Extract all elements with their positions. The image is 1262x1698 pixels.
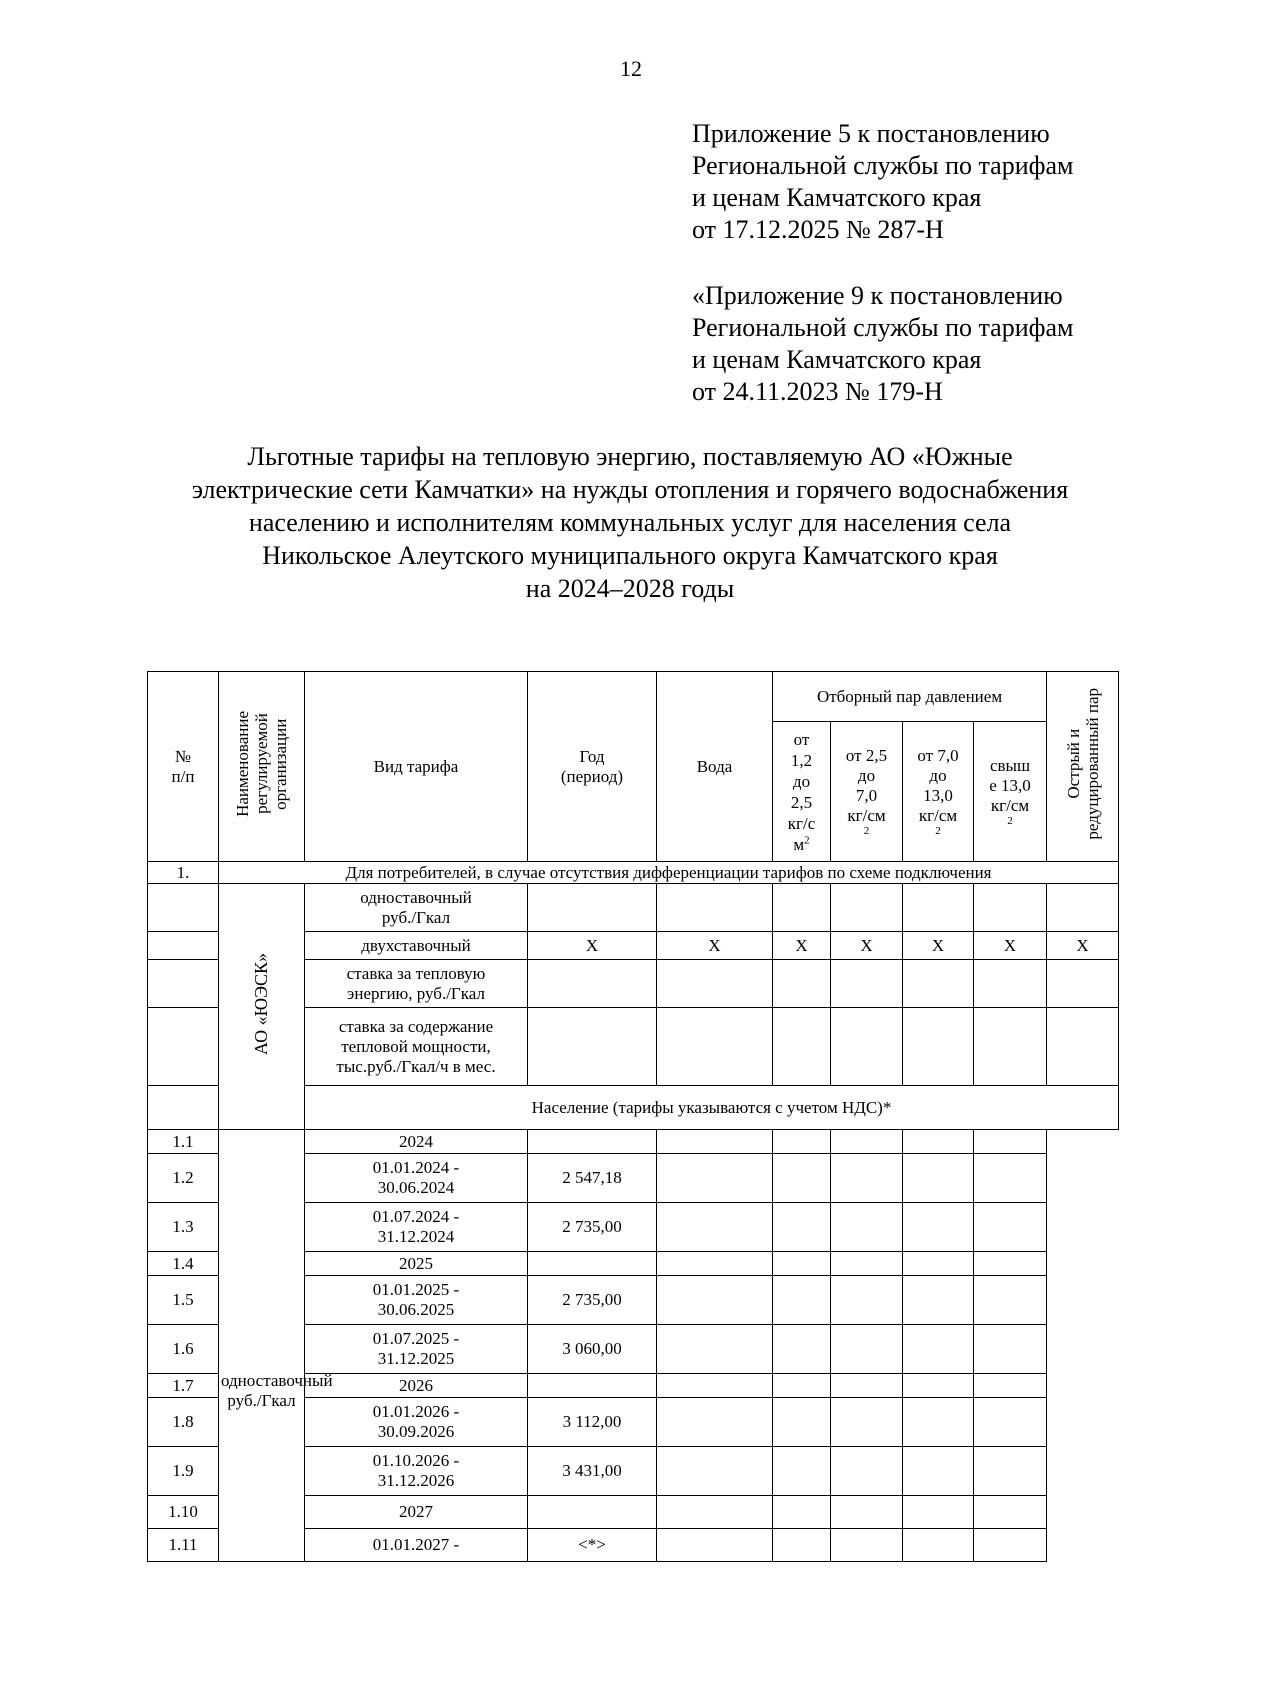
- water-cell: 3 112,00: [528, 1398, 657, 1447]
- page-number: 12: [620, 56, 642, 81]
- document-title: [130, 440, 1130, 605]
- cell-empty: [831, 1203, 903, 1252]
- cell-empty: [974, 1252, 1047, 1276]
- cell-empty: [773, 1008, 831, 1086]
- appendix-line: и ценам Камчатского края: [692, 183, 982, 212]
- cell-empty: [831, 1529, 903, 1562]
- cell-mark: Х: [528, 932, 657, 960]
- header-line: до: [792, 771, 811, 791]
- cell-empty: [974, 1398, 1047, 1447]
- cell-empty: [903, 1008, 974, 1086]
- header-line: кг/см: [847, 806, 886, 825]
- cell-empty: [974, 1203, 1047, 1252]
- header-line: организации: [271, 718, 290, 810]
- cell-empty: [903, 1203, 974, 1252]
- appendix-line: Приложение 5 к постановлению: [692, 119, 1050, 148]
- cell-empty: [657, 1398, 773, 1447]
- header-line: кг/см: [990, 796, 1030, 815]
- cell-empty: [974, 1447, 1047, 1496]
- row-num: 1.7: [148, 1374, 219, 1398]
- cell-empty: [903, 1529, 974, 1562]
- header-line: свыш: [989, 756, 1031, 775]
- organization-cell: [219, 884, 305, 1130]
- cell-empty: [903, 1398, 974, 1447]
- cell-empty: [903, 1496, 974, 1529]
- water-cell: [528, 1130, 657, 1154]
- cell-empty: [903, 1130, 974, 1154]
- cell-empty: [773, 960, 831, 1008]
- tariff-type-two-rate: двухставочный: [305, 932, 528, 960]
- row-num-empty: [148, 960, 219, 1008]
- tariff-type-single-rate: [305, 884, 528, 932]
- cell-empty: [657, 1154, 773, 1203]
- section-num: 1.: [148, 862, 219, 884]
- population-rows: [148, 1130, 1119, 1562]
- cell-empty: [657, 1252, 773, 1276]
- cell-empty: [1047, 884, 1119, 932]
- cell-empty: [903, 1154, 974, 1203]
- cell-empty: [831, 1130, 903, 1154]
- cell-empty: [773, 1252, 831, 1276]
- cell-line: одноставочный: [221, 1370, 333, 1390]
- cell-empty: [773, 1325, 831, 1374]
- cell-empty: [831, 1496, 903, 1529]
- cell-line: руб./Гкал: [227, 1390, 296, 1410]
- cell-empty: [657, 1325, 773, 1374]
- appendix-line: и ценам Камчатского края: [692, 345, 982, 374]
- cell-empty: [773, 1398, 831, 1447]
- section-label: Для потребителей, в случае отсутствия дифференциации тарифов по схеме подключения: [219, 862, 1119, 884]
- water-cell: [528, 1496, 657, 1529]
- cell-line: энергию, руб./Гкал: [347, 983, 485, 1003]
- cell-line: руб./Гкал: [381, 907, 451, 927]
- row-num: 1.4: [148, 1252, 219, 1276]
- title-line: Льготные тарифы на тепловую энергию, поставляемую АО «Южные: [247, 442, 1013, 471]
- title-line: электрические сети Камчатки» на нужды отопления и горячего водоснабжения: [191, 475, 1069, 504]
- header-line: 13,0: [923, 786, 953, 805]
- header-period: [528, 672, 657, 862]
- period-cell: 01.07.2025 - 31.12.2025: [305, 1325, 528, 1374]
- cell-mark: Х: [1047, 932, 1119, 960]
- header-line: №: [174, 746, 192, 766]
- superscript: 2: [1007, 815, 1013, 827]
- cell-empty: [831, 1325, 903, 1374]
- cell-empty: [831, 960, 903, 1008]
- water-cell: 3 060,00: [528, 1325, 657, 1374]
- cell-empty: [657, 1203, 773, 1252]
- header-tariff-type: Вид тарифа: [305, 672, 528, 862]
- cell-empty: [974, 1374, 1047, 1398]
- water-cell: [528, 1374, 657, 1398]
- period-cell: 2026: [305, 1374, 528, 1398]
- appendix-reference-current: [692, 118, 1073, 246]
- cell-empty: [831, 1154, 903, 1203]
- header-line: 7,0: [855, 786, 878, 805]
- cell-empty: [903, 1374, 974, 1398]
- header-line: до: [929, 766, 947, 785]
- cell-line: тыс.руб./Гкал/ч в мес.: [336, 1056, 496, 1076]
- period-cell: 2025: [305, 1252, 528, 1276]
- appendix-line: «Приложение 9 к постановлению: [692, 281, 1063, 310]
- header-line: Год: [579, 746, 605, 766]
- appendix-reference-amended: [692, 280, 1073, 408]
- header-line: регулируемой: [252, 713, 271, 815]
- header-line: от 2,5: [845, 746, 888, 765]
- row-num: 1.11: [148, 1529, 219, 1562]
- header-line: от: [793, 729, 810, 749]
- cell-line: ставка за содержание: [338, 1016, 494, 1036]
- period-cell: 01.01.2027 -: [305, 1529, 528, 1562]
- cell-empty: [831, 1008, 903, 1086]
- cell-empty: [657, 1276, 773, 1325]
- cell-empty: [657, 1447, 773, 1496]
- row-num: 1.5: [148, 1276, 219, 1325]
- cell-empty: [903, 960, 974, 1008]
- header-sharp-steam-text: [1064, 688, 1102, 840]
- population-label: Население (тарифы указываются с учетом НДС)*: [305, 1086, 1119, 1130]
- cell-empty: [903, 1447, 974, 1496]
- tariff-type-capacity-rate: [305, 1008, 528, 1086]
- cell-mark: Х: [657, 932, 773, 960]
- cell-empty: [974, 1008, 1047, 1086]
- cell-empty: [773, 884, 831, 932]
- cell-empty: [974, 1130, 1047, 1154]
- row-num: 1.2: [148, 1154, 219, 1203]
- cell-empty: [974, 884, 1047, 932]
- superscript: 2: [935, 825, 941, 837]
- cell-empty: [903, 1276, 974, 1325]
- header-steam-2: [831, 722, 903, 862]
- cell-empty: [974, 960, 1047, 1008]
- header-line: [775, 834, 828, 855]
- cell-empty: [657, 1130, 773, 1154]
- row-num: 1.1: [148, 1130, 219, 1154]
- water-cell: 3 431,00: [528, 1447, 657, 1496]
- cell-line: ставка за тепловую: [346, 963, 486, 983]
- water-cell: 2 735,00: [528, 1203, 657, 1252]
- cell-empty: [903, 884, 974, 932]
- cell-empty: [773, 1374, 831, 1398]
- water-cell: 2 547,18: [528, 1154, 657, 1203]
- row-num: 1.8: [148, 1398, 219, 1447]
- header-line: до: [857, 766, 876, 785]
- cell-empty: [831, 1447, 903, 1496]
- water-cell: <*>: [528, 1529, 657, 1562]
- header-line: Наименование: [233, 711, 252, 817]
- header-line: редуцированный пар: [1082, 688, 1102, 840]
- superscript: 2: [804, 833, 810, 846]
- header-line: 2,5: [790, 792, 813, 812]
- cell-empty: [831, 1398, 903, 1447]
- cell-empty: [528, 960, 657, 1008]
- cell-empty: [657, 1008, 773, 1086]
- row-num-empty: [148, 932, 219, 960]
- row-num-empty: [148, 1086, 219, 1130]
- header-line: (период): [560, 766, 624, 786]
- organization-name: АО «ЮЭСК»: [251, 953, 271, 1055]
- cell-empty: [657, 1374, 773, 1398]
- cell-empty: [831, 1252, 903, 1276]
- cell-mark: Х: [903, 932, 974, 960]
- row-num: 1.3: [148, 1203, 219, 1252]
- tariff-table: [147, 671, 1119, 1562]
- cell-empty: [773, 1130, 831, 1154]
- cell-empty: [657, 960, 773, 1008]
- period-cell: 2024: [305, 1130, 528, 1154]
- header-line: от 7,0: [917, 746, 959, 765]
- cell-empty: [974, 1496, 1047, 1529]
- header-line: кг/см: [918, 806, 958, 825]
- cell-empty: [657, 884, 773, 932]
- header-line: кг/с: [787, 813, 816, 833]
- cell-empty: [773, 1203, 831, 1252]
- period-cell: 2027: [305, 1496, 528, 1529]
- cell-empty: [903, 1325, 974, 1374]
- cell-empty: [773, 1447, 831, 1496]
- table-row: [148, 1130, 1119, 1154]
- appendix-line: от 24.11.2023 № 179-Н: [692, 377, 943, 406]
- header-water: Вода: [657, 672, 773, 862]
- cell-empty: [773, 1154, 831, 1203]
- cell-empty: [1047, 1008, 1119, 1086]
- period-cell: 01.10.2026 - 31.12.2026: [305, 1447, 528, 1496]
- appendix-line: от 17.12.2025 № 287-Н: [692, 215, 944, 244]
- cell-empty: [974, 1154, 1047, 1203]
- header-line: п/п: [171, 766, 195, 786]
- unit-text: м: [793, 834, 805, 854]
- header-line: е 13,0: [989, 776, 1031, 795]
- cell-empty: [528, 1008, 657, 1086]
- cell-empty: [903, 1252, 974, 1276]
- water-cell: 2 735,00: [528, 1276, 657, 1325]
- row-num: 1.9: [148, 1447, 219, 1496]
- cell-empty: [528, 884, 657, 932]
- cell-empty: [1047, 960, 1119, 1008]
- cell-mark: Х: [831, 932, 903, 960]
- cell-line: одноставочный: [360, 887, 472, 907]
- cell-empty: [657, 1529, 773, 1562]
- cell-empty: [831, 1374, 903, 1398]
- header-line: 1,2: [790, 750, 813, 770]
- period-cell: 01.01.2026 - 30.09.2026: [305, 1398, 528, 1447]
- header-sharp-steam: [1047, 672, 1119, 862]
- title-line: населению и исполнителям коммунальных услуг для населения села: [248, 508, 1012, 537]
- row-num-empty: [148, 884, 219, 932]
- cell-mark: Х: [974, 932, 1047, 960]
- header-num: [148, 672, 219, 862]
- cell-empty: [974, 1276, 1047, 1325]
- header-steam-3: [903, 722, 974, 862]
- superscript: 2: [863, 825, 870, 837]
- cell-empty: [974, 1325, 1047, 1374]
- cell-line: тепловой мощности,: [341, 1036, 491, 1056]
- header-steam-group: Отборный пар давлением: [773, 672, 1047, 722]
- cell-empty: [657, 1496, 773, 1529]
- water-cell: [528, 1252, 657, 1276]
- cell-empty: [831, 884, 903, 932]
- row-num: 1.6: [148, 1325, 219, 1374]
- period-cell: 01.01.2024 - 30.06.2024: [305, 1154, 528, 1203]
- period-cell: 01.07.2024 - 31.12.2024: [305, 1203, 528, 1252]
- cell-empty: [831, 1276, 903, 1325]
- row-num-empty: [148, 1008, 219, 1086]
- cell-empty: [773, 1276, 831, 1325]
- cell-mark: Х: [773, 932, 831, 960]
- tariff-type-population: [219, 1130, 333, 1562]
- header-steam-1: [773, 722, 831, 862]
- appendix-line: Региональной службы по тарифам: [692, 151, 1074, 180]
- title-line: Никольское Алеутского муниципального округа Камчатского края: [262, 541, 998, 570]
- tariff-type-heat-rate: [305, 960, 528, 1008]
- header-line: Острый и: [1063, 729, 1083, 799]
- header-organization: [219, 672, 305, 862]
- row-num: 1.10: [148, 1496, 219, 1529]
- appendix-line: Региональной службы по тарифам: [692, 313, 1074, 342]
- period-cell: 01.01.2025 - 30.06.2025: [305, 1276, 528, 1325]
- cell-empty: [773, 1529, 831, 1562]
- cell-empty: [974, 1529, 1047, 1562]
- title-line: на 2024–2028 годы: [525, 574, 735, 603]
- header-steam-4: [974, 722, 1047, 862]
- header-organization-text: [233, 711, 290, 817]
- cell-empty: [773, 1496, 831, 1529]
